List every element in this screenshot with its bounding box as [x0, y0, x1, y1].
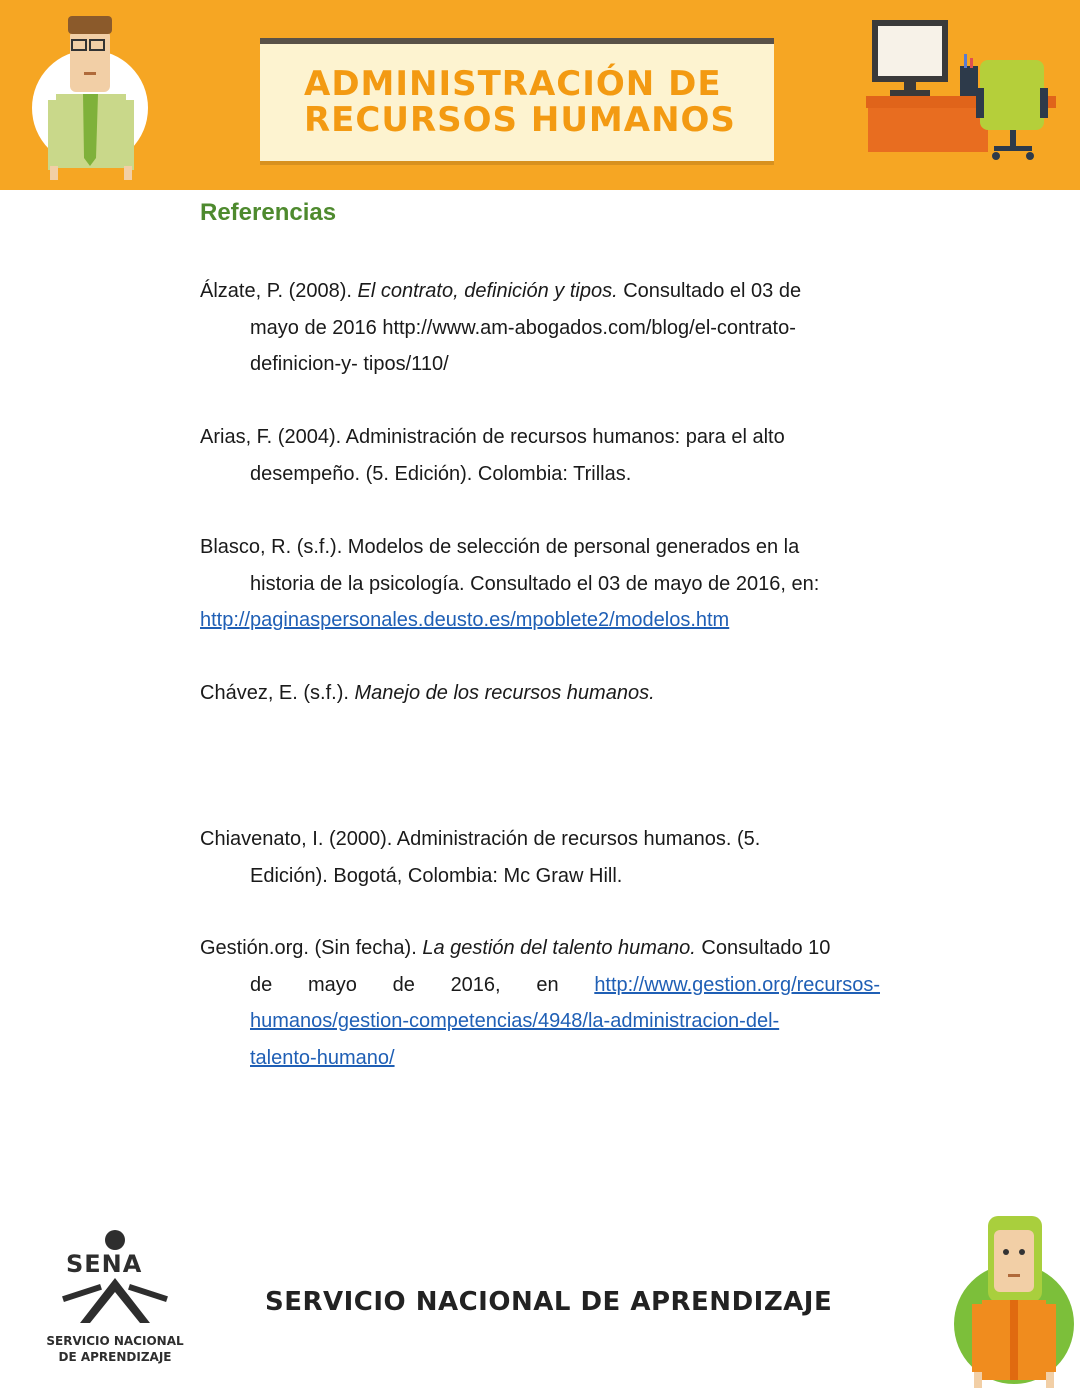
sena-logo-subtitle-line1: SERVICIO NACIONAL	[46, 1334, 184, 1348]
reference-line: Edición). Bogotá, Colombia: Mc Graw Hill.	[250, 864, 623, 887]
man-with-glasses-icon	[28, 8, 153, 183]
reference-text: Álzate, P. (2008).	[200, 280, 358, 302]
reference-arias	[200, 419, 880, 492]
reference-line: Blasco, R. (s.f.). Modelos de selección de personal generados en la	[200, 536, 800, 558]
reference-italic-title: Manejo de los recursos humanos.	[354, 682, 655, 704]
reference-text: Consultado el 03 de	[617, 280, 802, 302]
office-desk-icon	[860, 18, 1065, 168]
reference-link-gestion-part1[interactable]: http://www.gestion.org/recursos-	[594, 973, 880, 996]
reference-line	[200, 273, 880, 310]
reference-text: Consultado 10	[695, 937, 831, 959]
reference-italic-title: El contrato, definición y tipos.	[357, 280, 618, 302]
reference-line: desempeño. (5. Edición). Colombia: Trillas.	[250, 462, 632, 485]
reference-blasco	[200, 529, 880, 639]
reference-line: mayo de 2016 http://www.am-abogados.com/blog/el-contrato-	[250, 316, 796, 339]
woman-illustration-icon	[952, 1212, 1076, 1392]
reference-line-justified	[200, 967, 880, 1004]
reference-text: Gestión.org. (Sin fecha).	[200, 937, 423, 959]
reference-line: Chiavenato, I. (2000). Administración de recursos humanos. (5.	[200, 828, 761, 850]
reference-word: de	[250, 973, 273, 996]
reference-link-gestion-part3[interactable]: talento-humano/	[250, 1046, 395, 1069]
reference-text: Chávez, E. (s.f.).	[200, 682, 355, 704]
footer-org-name: SERVICIO NACIONAL DE APRENDIZAJE	[265, 1287, 833, 1317]
reference-line: definicion-y- tipos/110/	[250, 353, 449, 375]
sena-logo-word: SENA	[66, 1250, 143, 1278]
reference-gestion	[200, 930, 880, 1076]
sena-logo-subtitle-line2: DE APRENDIZAJE	[58, 1350, 172, 1364]
reference-chavez	[200, 675, 880, 712]
reference-line: Arias, F. (2004). Administración de recursos humanos: para el alto	[200, 426, 785, 448]
page-title-line1: ADMINISTRACIÓN DE	[304, 64, 722, 104]
reference-link-blasco[interactable]: http://paginaspersonales.deusto.es/mpoblete2/modelos.htm	[200, 609, 730, 631]
reference-word: mayo	[307, 973, 357, 996]
reference-chiavenato	[200, 821, 880, 894]
section-title: Referencias	[200, 199, 337, 226]
reference-word: en	[536, 973, 559, 996]
reference-line: historia de la psicología. Consultado el 03 de mayo de 2016, en:	[250, 572, 820, 595]
header-banner	[0, 0, 1080, 190]
title-box	[260, 38, 774, 161]
reference-alzate	[200, 273, 880, 383]
reference-word: 2016,	[450, 973, 501, 996]
page-title-line2: RECURSOS HUMANOS	[304, 100, 736, 140]
reference-link-gestion-part2[interactable]: humanos/gestion-competencias/4948/la-administracion-del-	[250, 1010, 780, 1032]
reference-line	[200, 675, 880, 712]
reference-word: de	[392, 973, 415, 996]
reference-line	[200, 930, 880, 967]
reference-italic-title: La gestión del talento humano.	[422, 937, 696, 959]
